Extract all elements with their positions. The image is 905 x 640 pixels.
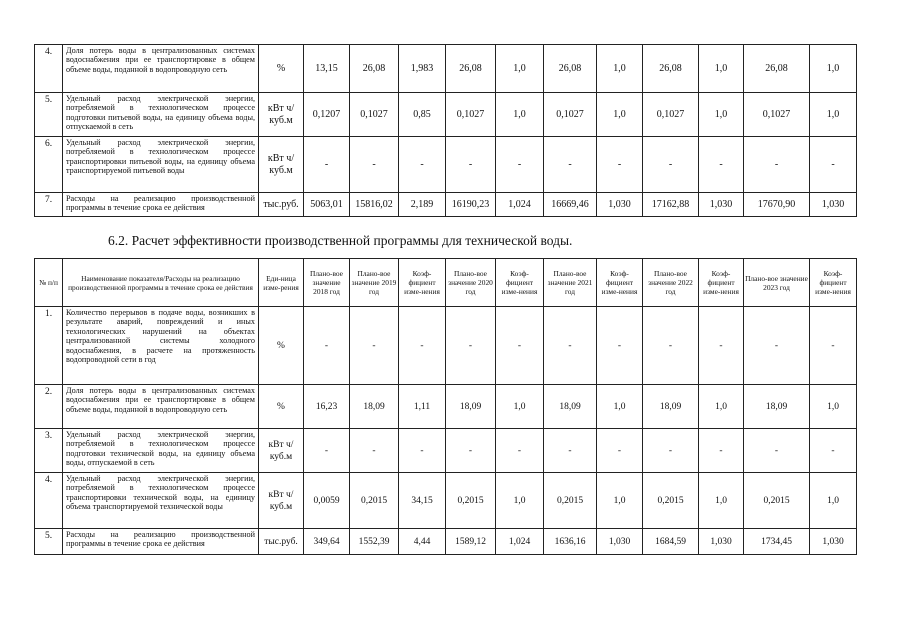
value-cell: 1,030	[597, 529, 643, 555]
row-number: 3.	[35, 429, 63, 473]
value-cell: 0,2015	[744, 473, 810, 529]
value-cell: -	[597, 429, 643, 473]
row-number: 2.	[35, 385, 63, 429]
value-cell: 0,2015	[643, 473, 699, 529]
unit-cell: кВт ч/куб.м	[259, 429, 304, 473]
value-cell: 16190,23	[446, 193, 496, 217]
column-header: Коэф-фициент изме-нения	[496, 259, 544, 307]
row-number: 5.	[35, 93, 63, 137]
value-cell: 1,0	[810, 45, 857, 93]
value-cell: -	[399, 307, 446, 385]
value-cell: -	[544, 307, 597, 385]
column-header: Плано-вое значение 2021 год	[544, 259, 597, 307]
value-cell: 1684,59	[643, 529, 699, 555]
value-cell: -	[544, 429, 597, 473]
value-cell: 18,09	[446, 385, 496, 429]
value-cell: 1,024	[496, 529, 544, 555]
value-cell: -	[643, 137, 699, 193]
technical-water-efficiency-table	[34, 258, 857, 555]
unit-cell: %	[259, 307, 304, 385]
value-cell: -	[304, 307, 350, 385]
table2-header-row	[35, 259, 857, 307]
table-row	[35, 45, 857, 93]
value-cell: -	[699, 429, 744, 473]
value-cell: -	[496, 137, 544, 193]
value-cell: 1,024	[496, 193, 544, 217]
value-cell: -	[304, 137, 350, 193]
table-row	[35, 307, 857, 385]
value-cell: 18,09	[643, 385, 699, 429]
table-row	[35, 429, 857, 473]
table-row	[35, 385, 857, 429]
value-cell: 34,15	[399, 473, 446, 529]
column-header: Плано-вое значение 2022 год	[643, 259, 699, 307]
column-header: Коэф-фициент изме-нения	[699, 259, 744, 307]
value-cell: 1,0	[597, 385, 643, 429]
value-cell: 0,1027	[446, 93, 496, 137]
value-cell: 0,1027	[643, 93, 699, 137]
value-cell: -	[699, 307, 744, 385]
value-cell: 17162,88	[643, 193, 699, 217]
column-header: Наименование показателя/Расходы на реализацию производственной программы в течение срока ее действия	[63, 259, 259, 307]
value-cell: -	[350, 307, 399, 385]
value-cell: 1,0	[597, 45, 643, 93]
value-cell: 1,0	[496, 385, 544, 429]
value-cell: -	[446, 137, 496, 193]
indicator-name: Доля потерь воды в централизованных системах водоснабжения при ее транспортировке в общем объеме воды, поданной в водопроводную сеть	[63, 385, 259, 429]
value-cell: -	[810, 307, 857, 385]
column-header: Коэф-фициент изме-нения	[810, 259, 857, 307]
value-cell: -	[446, 307, 496, 385]
value-cell: 13,15	[304, 45, 350, 93]
value-cell: 0,2015	[544, 473, 597, 529]
value-cell: 1,0	[699, 473, 744, 529]
value-cell: 4,44	[399, 529, 446, 555]
unit-cell: кВт ч/куб.м	[259, 93, 304, 137]
row-number: 7.	[35, 193, 63, 217]
table-row	[35, 473, 857, 529]
indicator-name: Доля потерь воды в централизованных системах водоснабжения при ее транспортировке в общем объеме воды, поданной в водопроводную сеть	[63, 45, 259, 93]
value-cell: 1,0	[597, 93, 643, 137]
unit-cell: тыс.руб.	[259, 193, 304, 217]
value-cell: 26,08	[544, 45, 597, 93]
value-cell: 26,08	[643, 45, 699, 93]
value-cell: 0,2015	[350, 473, 399, 529]
value-cell: 1,0	[810, 385, 857, 429]
value-cell: -	[350, 137, 399, 193]
value-cell: 16,23	[304, 385, 350, 429]
value-cell: 1,0	[699, 45, 744, 93]
unit-cell: %	[259, 385, 304, 429]
value-cell: -	[496, 307, 544, 385]
value-cell: 0,0059	[304, 473, 350, 529]
value-cell: -	[643, 307, 699, 385]
value-cell: 1,030	[810, 529, 857, 555]
value-cell: -	[597, 137, 643, 193]
value-cell: 1,0	[810, 473, 857, 529]
value-cell: 1,11	[399, 385, 446, 429]
value-cell: 0,2015	[446, 473, 496, 529]
table2-body	[35, 307, 857, 555]
unit-cell: кВт ч/куб.м	[259, 137, 304, 193]
value-cell: -	[350, 429, 399, 473]
row-number: 4.	[35, 473, 63, 529]
table-row	[35, 93, 857, 137]
value-cell: -	[399, 137, 446, 193]
value-cell: 1,0	[597, 473, 643, 529]
value-cell: -	[810, 137, 857, 193]
value-cell: 349,64	[304, 529, 350, 555]
value-cell: 1636,16	[544, 529, 597, 555]
value-cell: 1,0	[496, 45, 544, 93]
column-header: Коэф-фициент изме-нения	[399, 259, 446, 307]
value-cell: -	[699, 137, 744, 193]
row-number: 5.	[35, 529, 63, 555]
value-cell: 18,09	[744, 385, 810, 429]
value-cell: 26,08	[744, 45, 810, 93]
row-number: 4.	[35, 45, 63, 93]
value-cell: 1734,45	[744, 529, 810, 555]
value-cell: -	[744, 307, 810, 385]
value-cell: 0,1027	[744, 93, 810, 137]
column-header: Плано-вое значение 2018 год	[304, 259, 350, 307]
value-cell: 1,0	[699, 385, 744, 429]
unit-cell: тыс.руб.	[259, 529, 304, 555]
value-cell: -	[597, 307, 643, 385]
value-cell: 1,983	[399, 45, 446, 93]
table-row	[35, 193, 857, 217]
table-row	[35, 529, 857, 555]
column-header: Плано-вое значение 2020 год	[446, 259, 496, 307]
value-cell: -	[643, 429, 699, 473]
table1-body	[35, 45, 857, 217]
value-cell: 1,030	[810, 193, 857, 217]
indicator-name: Количество перерывов в подаче воды, возникших в результате аварий, повреждений и иных технологических нарушений на объектах централизованной системы холодного водоснабжения, в расчете на протяженность водопроводной сети в год	[63, 307, 259, 385]
value-cell: 1,030	[597, 193, 643, 217]
value-cell: -	[744, 137, 810, 193]
value-cell: -	[544, 137, 597, 193]
indicator-name: Расходы на реализацию производственной программы в течение срока ее действия	[63, 193, 259, 217]
drinking-water-efficiency-table	[34, 44, 857, 217]
row-number: 1.	[35, 307, 63, 385]
indicator-name: Удельный расход электрической энергии, потребляемой в технологическом процессе подготовки технической воды, на единицу объема воды, отпускаемой в сеть	[63, 429, 259, 473]
value-cell: -	[304, 429, 350, 473]
indicator-name: Удельный расход электрической энергии, потребляемой в технологическом процессе транспортировки питьевой воды, на единицу объема транспортируемой питьевой воды	[63, 137, 259, 193]
value-cell: 1,0	[810, 93, 857, 137]
value-cell: -	[810, 429, 857, 473]
indicator-name: Расходы на реализацию производственной программы в течение срока ее действия	[63, 529, 259, 555]
value-cell: -	[399, 429, 446, 473]
value-cell: -	[744, 429, 810, 473]
value-cell: 1,030	[699, 193, 744, 217]
value-cell: 16669,46	[544, 193, 597, 217]
value-cell: 17670,90	[744, 193, 810, 217]
value-cell: 1589,12	[446, 529, 496, 555]
unit-cell: кВт ч/куб.м	[259, 473, 304, 529]
value-cell: 18,09	[350, 385, 399, 429]
value-cell: 1552,39	[350, 529, 399, 555]
column-header: № п/п	[35, 259, 63, 307]
row-number: 6.	[35, 137, 63, 193]
value-cell: 5063,01	[304, 193, 350, 217]
value-cell: 1,0	[496, 473, 544, 529]
column-header: Еди-ница изме-рения	[259, 259, 304, 307]
value-cell: -	[446, 429, 496, 473]
value-cell: 0,1027	[350, 93, 399, 137]
table-row	[35, 137, 857, 193]
column-header: Плано-вое значение 2019 год	[350, 259, 399, 307]
value-cell: -	[496, 429, 544, 473]
indicator-name: Удельный расход электрической энергии, потребляемой в технологическом процессе транспортировки технической воды, на единицу объема транспортируемой технической воды	[63, 473, 259, 529]
value-cell: 1,0	[496, 93, 544, 137]
indicator-name: Удельный расход электрической энергии, потребляемой в технологическом процессе подготовки питьевой воды, на единицу объема воды, отпускаемой в сеть	[63, 93, 259, 137]
value-cell: 0,1027	[544, 93, 597, 137]
value-cell: 15816,02	[350, 193, 399, 217]
value-cell: 1,030	[699, 529, 744, 555]
column-header: Коэф-фициент изме-нения	[597, 259, 643, 307]
column-header: Плано-вое значение 2023 год	[744, 259, 810, 307]
unit-cell: %	[259, 45, 304, 93]
value-cell: 18,09	[544, 385, 597, 429]
value-cell: 0,85	[399, 93, 446, 137]
value-cell: 0,1207	[304, 93, 350, 137]
section-heading: 6.2. Расчет эффективности производственной программы для технической воды.	[108, 233, 573, 248]
value-cell: 26,08	[446, 45, 496, 93]
value-cell: 26,08	[350, 45, 399, 93]
value-cell: 2,189	[399, 193, 446, 217]
value-cell: 1,0	[699, 93, 744, 137]
